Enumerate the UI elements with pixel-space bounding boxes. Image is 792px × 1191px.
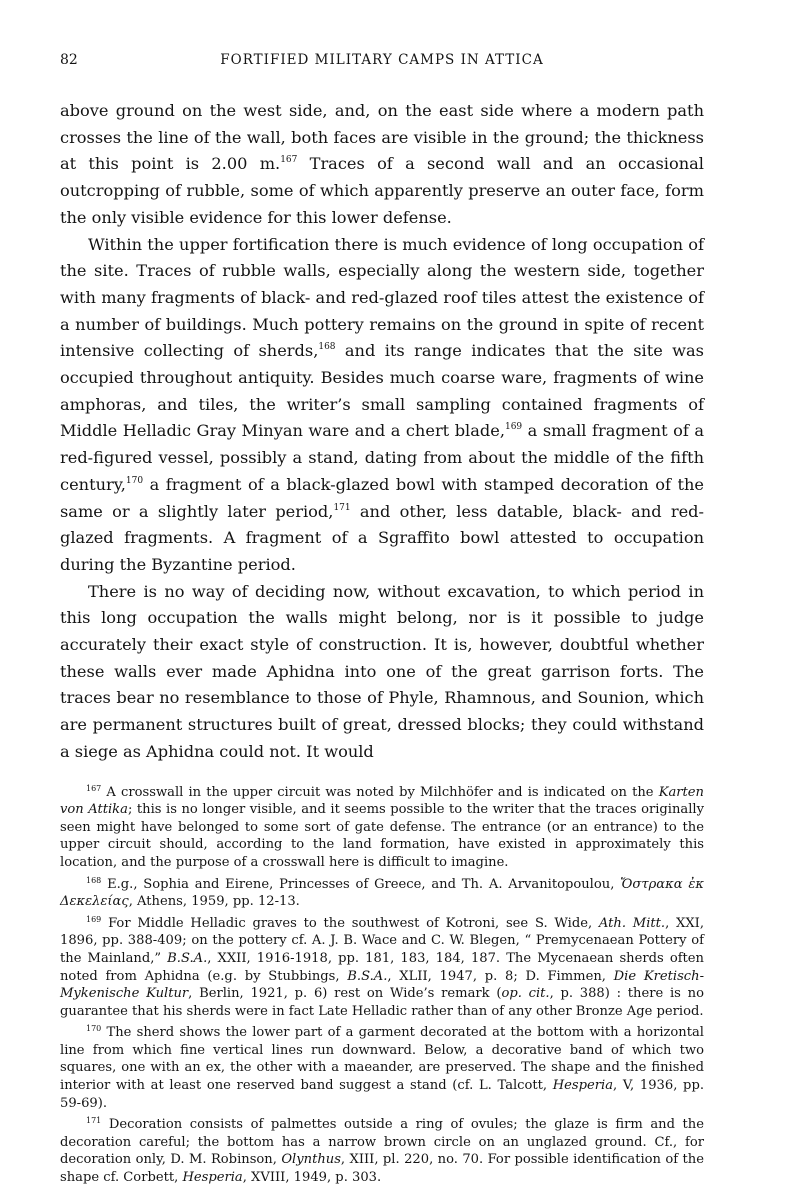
page-number: 82 <box>60 52 78 68</box>
italic-title: op. cit. <box>501 986 550 1002</box>
text-run: E.g., Sophia and Eirene, Princesses of Greece, and Th. A. Arvanitopoulou, <box>101 876 621 892</box>
italic-title: Karten von Attika <box>60 784 704 818</box>
text-run: A crosswall in the upper circuit was noted by Milchhöfer and is indicated on the <box>101 784 659 800</box>
footnote-ref-169[interactable]: 169 <box>504 422 523 433</box>
text-run: , XXI, 1896, pp. 388-409; on the pottery cf. A. J. B. Wace and C. W. Blegen, “ Premycenaean Pottery of the Mainland,” <box>60 915 705 966</box>
footnote-170 <box>60 1024 704 1112</box>
footnote-number: 171 <box>86 1116 102 1126</box>
text-run: , Berlin, 1921, p. 6) rest on Wide’s remark ( <box>188 986 502 1002</box>
footnotes-section <box>60 784 704 1187</box>
footnote-ref-171[interactable]: 171 <box>333 502 351 513</box>
text-run: , p. 388) : there is no guarantee that his sherds were in fact Late Helladic rather than of any other Bronze Age period. <box>60 986 704 1019</box>
text-run: For Middle Helladic graves to the southwest of Kotroni, see S. Wide, <box>101 915 599 931</box>
text-run: and its range indicates that the site was occupied throughout antiquity. Besides much coarse ware, fragments of wine amphoras, and tiles, the writer’s small sampling contained fragments of Middle Helladic Gray Minyan ware and a chert blade, <box>60 341 704 441</box>
footnote-168 <box>60 876 704 911</box>
footnote-number: 167 <box>86 783 102 793</box>
text-run: , XIII, pl. 220, no. 70. For possible identification of the shape cf. Corbett, <box>60 1152 704 1186</box>
text-run: above ground on the west side, and, on the east side where a modern path crosses the line of the wall, both faces are visible in the ground; the thickness at this point is 2.00 m. <box>60 101 704 174</box>
italic-title: Ath. Mitt. <box>598 915 666 931</box>
document-page <box>60 52 704 1191</box>
footnote-ref-167[interactable]: 167 <box>280 155 298 166</box>
text-run: a fragment of a black-glazed bowl with stamped decoration of the same or a slightly later period, <box>60 474 704 521</box>
footnote-number: 168 <box>86 875 102 885</box>
text-run: The sherd shows the lower part of a garment decorated at the bottom with a horizontal line from which fine vertical lines run downward. Below, a decorative band of which two squares, one with an ex, the other with a maeander, are preserved. The shape and the finished interior with at least one reserved band suggest a stand (cf. L. Talcott, <box>60 1025 704 1094</box>
italic-title: B.S.A. <box>347 968 388 984</box>
footnote-ref-168[interactable]: 168 <box>318 342 336 353</box>
text-run: , V, 1936, pp. 59-69). <box>60 1078 704 1111</box>
paragraph-2 <box>60 232 704 579</box>
text-run: , XVIII, 1949, p. 303. <box>242 1170 382 1186</box>
text-run: , XXII, 1916-1918, pp. 181, 183, 184, 187. The Mycenaean sherds often noted from Aphidna (e.g. by Stubbings, <box>60 950 704 984</box>
paragraph-3: There is no way of deciding now, without excavation, to which period in this long occupation the walls might belong, nor is it possible to judge accurately their exact style of construction. It is, however, doubtful whether these walls ever made Aphidna into one of the great garrison forts. The traces bear no resemblance to those of Phyle, Rhamnous, and Sounion, which are permanent structures built of great, dressed blocks; they could withstand a siege as Aphidna could not. It would <box>60 581 704 761</box>
italic-title: Hesperia <box>182 1170 243 1186</box>
footnote-number: 169 <box>86 914 102 924</box>
text-run: and other, less datable, black- and red-glazed fragments. A fragment of a Sgraffito bowl attested to occupation during the Byzantine period. <box>60 501 704 574</box>
italic-title: Hesperia <box>552 1078 614 1094</box>
footnote-number: 170 <box>86 1024 102 1034</box>
page-header <box>60 52 704 78</box>
text-run: ; this is no longer visible, and it seems possible to the writer that the traces originally seen might have belonged to some sort of gate defense. The entrance (or an entrance) to the upper circuit should, according to the land formation, have existed in approximately this location, and the purpose of a crosswall here is difficult to imagine. <box>60 802 704 870</box>
text-run: Traces of a second wall and an occasional outcropping of rubble, some of which apparently preserve an outer face, form the only visible evidence for this lower defense. <box>60 154 704 227</box>
italic-title: Ὄστρακα ἐκ Δεκελείας <box>60 876 704 910</box>
footnote-169 <box>60 915 704 1021</box>
text-run: a small fragment of a red-figured vessel, possibly a stand, dating from about the middle of the fifth century, <box>60 421 704 494</box>
italic-title: Olynthus <box>281 1152 341 1168</box>
paragraph-1 <box>60 98 704 232</box>
footnote-ref-170[interactable]: 170 <box>125 475 144 486</box>
italic-title: B.S.A. <box>167 950 208 966</box>
text-run: , Athens, 1959, pp. 12-13. <box>128 894 300 910</box>
running-title: FORTIFIED MILITARY CAMPS IN ATTICA <box>220 52 544 68</box>
footnote-167 <box>60 784 704 872</box>
text-run: , XLII, 1947, p. 8; D. Fimmen, <box>387 968 614 984</box>
text-run: Within the upper fortification there is much evidence of long occupation of the site. Traces of rubble walls, especially along the western side, together with many fragments of black- and red-glazed roof tiles attest the existence of a number of buildings. Much pottery remains on the ground in spite of recent intensive collecting of sherds, <box>60 234 704 361</box>
main-text <box>60 98 704 766</box>
italic-title: Die Kretisch-Mykenische Kultur <box>60 968 704 1002</box>
footnote-171 <box>60 1116 704 1186</box>
text-run: Decoration consists of palmettes outside a ring of ovules; the glaze is firm and the decoration careful; the bottom has a narrow brown circle on an unglazed ground. Cf., for decoration only, D. M. Robinson, <box>60 1117 704 1168</box>
